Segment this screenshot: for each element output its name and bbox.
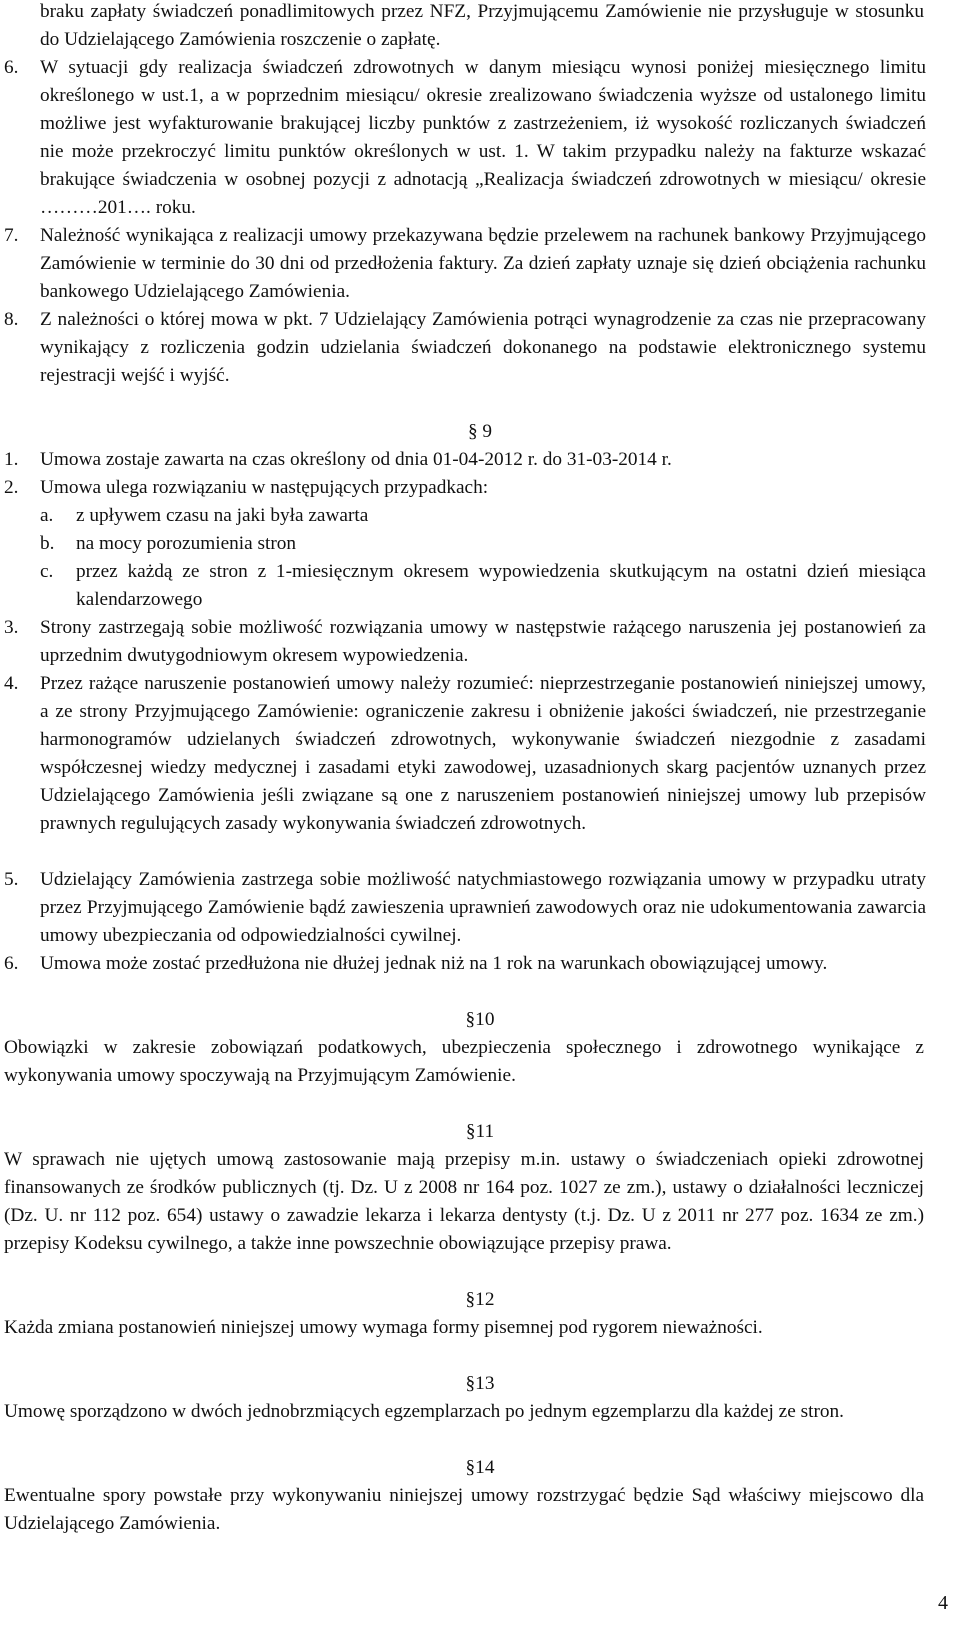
section-heading: §12 — [465, 1289, 495, 1310]
list-item: 3. Strony zastrzegają sobie możliwość rozwiązania umowy w następstwie rażącego naruszenia jej postanowień za uprzednim dwutygodniowym okresem wypowiedzenia. — [4, 617, 926, 666]
list-item: 2. Umowa ulega rozwiązaniu w następujących przypadkach: — [4, 477, 489, 498]
sub-list-item: b. na mocy porozumienia stron — [40, 533, 297, 554]
list-item: 4. Przez rażące naruszenie postanowień umowy należy rozumieć: nieprzestrzeganie postanowień niniejszej umowy, a ze strony Przyjmującego Zamówienie: ograniczenie zakresu i obniżenie jakości świadczeń, nie przestrzeganie harmonogramów udzielanych świadczeń zdrowotnych, wykonywanie świadczeń niezgodnie z zasadami współczesnej wiedzy medycznej i zasadami etyki zawodowej, uzasadnionych skarg pacjentów uznanych przez Udzielającego Zamówienia jeśli związane są one z naruszeniem postanowień niniejszej umowy lub przepisów prawnych regulujących zasady wykonywania świadczeń zdrowotnych. — [4, 673, 926, 834]
section-paragraph: Umowę sporządzono w dwóch jednobrzmiących egzemplarzach po jednym egzemplarzu dla każdej ze stron. — [4, 1401, 844, 1422]
list-item: 5. Udzielający Zamówienia zastrzega sobie możliwość natychmiastowego rozwiązania umowy w przypadku utraty przez Przyjmującego Zamówienie bądź zawieszenia uprawnień zawodowych oraz nie udokumentowania zawarcia umowy ubezpieczania od odpowiedzialności cywilnej. — [4, 869, 926, 946]
section-heading: § 9 — [467, 421, 493, 442]
list-item: 8. Z należności o której mowa w pkt. 7 Udzielający Zamówienia potrąci wynagrodzenie za czas nie przepracowany wynikający z rozliczenia godzin udzielania świadczeń dokonanego na podstawie elektronicznego systemu rejestracji wejść i wyjść. — [4, 309, 926, 386]
section-paragraph: Każda zmiana postanowień niniejszej umowy wymaga formy pisemnej pod rygorem nieważności. — [4, 1317, 763, 1338]
sub-list-item: a. z upływem czasu na jaki była zawarta — [40, 505, 369, 526]
section-paragraph: W sprawach nie ujętych umową zastosowanie mają przepisy m.in. ustawy o świadczeniach opieki zdrowotnej finansowanych ze środków publicznych (tj. Dz. U z 2008 nr 164 poz. 1027 ze zm.), ustawy o działalności leczniczej (Dz. U. nr 112 poz. 654) ustawy o zawadzie lekarza i lekarza dentysty (t.j. Dz. U z 2011 nr 277 poz. 1634 ze zm.) przepisy Kodeksu cywilnego, a także inne powszechnie obowiązujące przepisy prawa. — [4, 1149, 924, 1254]
section-heading: §10 — [465, 1009, 495, 1030]
list-item: 7. Należność wynikająca z realizacji umowy przekazywana będzie przelewem na rachunek bankowy Przyjmującego Zamówienie w terminie do 30 dni od przedłożenia faktury. Za dzień zapłaty uznaje się dzień obciążenia rachunku bankowego Udzielającego Zamówienia. — [4, 225, 926, 302]
section-heading: §11 — [465, 1121, 495, 1142]
section-heading: §13 — [465, 1373, 495, 1394]
section-paragraph: Ewentualne spory powstałe przy wykonywaniu niniejszej umowy rozstrzygać będzie Sąd właściwy miejscowo dla Udzielającego Zamówienia. — [4, 1485, 924, 1534]
sub-list-item: c. przez każdą ze stron z 1-miesięcznym okresem wypowiedzenia skutkującym na ostatni dzień miesiąca kalendarzowego — [40, 561, 926, 610]
list-item: 1. Umowa zostaje zawarta na czas określony od dnia 01-04-2012 r. do 31-03-2014 r. — [4, 449, 672, 470]
section-heading: §14 — [465, 1457, 495, 1478]
list-item: 6. Umowa może zostać przedłużona nie dłużej jednak niż na 1 rok na warunkach obowiązującej umowy. — [4, 953, 828, 974]
continuation-paragraph: braku zapłaty świadczeń ponadlimitowych przez NFZ, Przyjmującemu Zamówienie nie przysługuje w stosunku do Udzielającego Zamówienia roszczenie o zapłatę. — [40, 1, 924, 50]
page-number: 4 — [938, 1592, 948, 1614]
section-paragraph: Obowiązki w zakresie zobowiązań podatkowych, ubezpieczenia społecznego i zdrowotnego wynikające z wykonywania umowy spoczywają na Przyjmującym Zamówienie. — [4, 1037, 924, 1086]
list-item: 6. W sytuacji gdy realizacja świadczeń zdrowotnych w danym miesiącu wynosi poniżej miesięcznego limitu określonego w ust.1, a w poprzednim miesiącu/ okresie zrealizowano świadczenia wyższe od ustalonego limitu możliwe jest wyfakturowanie brakującej liczby punktów z zastrzeżeniem, iż wysokość rozliczanych świadczeń nie może przekroczyć limitu punktów określonych w ust. 1. W takim przypadku należy na fakturze wskazać brakujące świadczenia w osobnej pozycji z adnotacją „Realizacja świadczeń zdrowotnych w miesiącu/ okresie ………201…. roku. — [4, 57, 926, 218]
